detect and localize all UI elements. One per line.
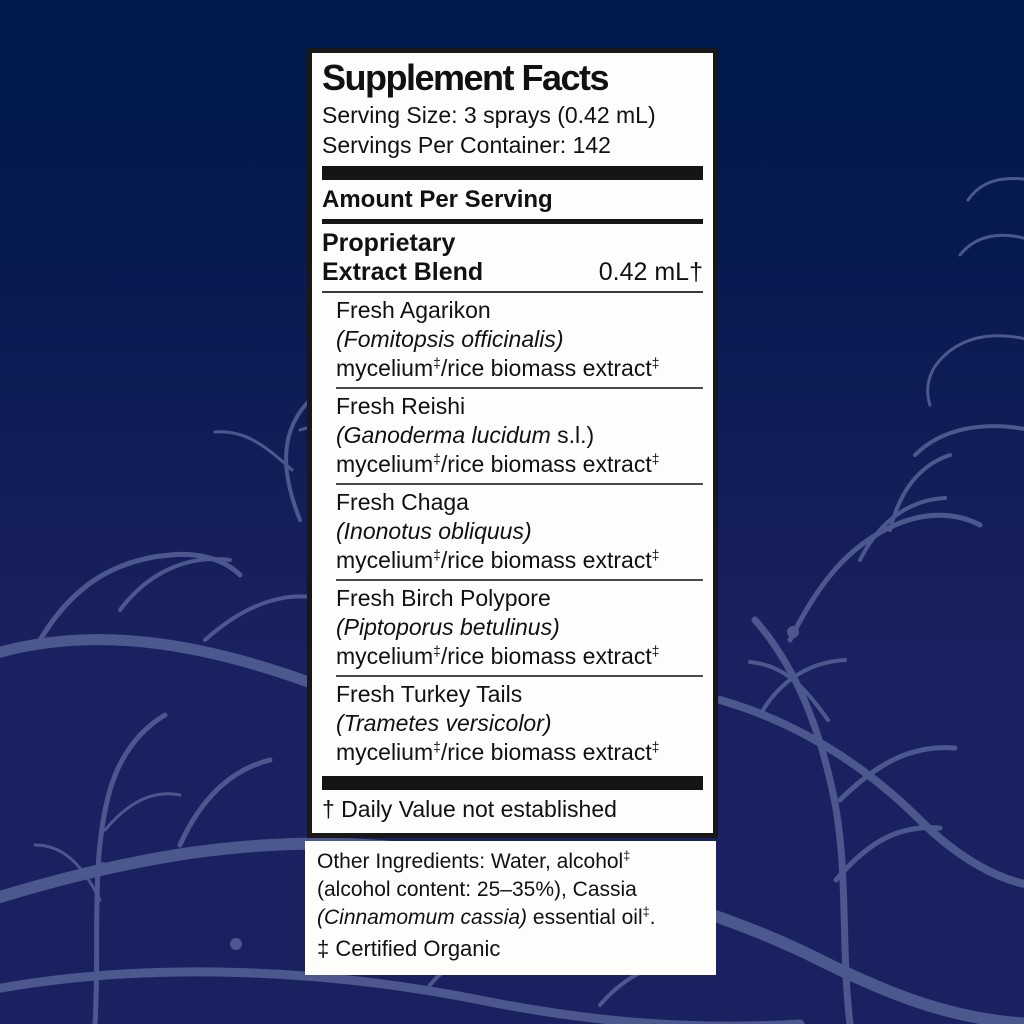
ingredient-row-birch-polypore: [336, 581, 703, 677]
divider-bar: [322, 776, 703, 790]
latin-name: (Cinnamomum cassia): [317, 906, 528, 929]
dagger-mark: ‡: [623, 849, 631, 863]
other-ingredients-panel: [305, 841, 716, 975]
other-ingredients-text: Other Ingredients: Water, alcohol‡ (alcohol content: 25–35%), Cassia (Cinnamomum cassia) essential oil‡.: [317, 849, 656, 929]
blend-name-line2: Extract Blend: [322, 258, 484, 286]
blend-amount: 0.42 mL†: [598, 258, 703, 286]
ingredient-row-reishi: [336, 389, 703, 485]
amount-per-serving-heading: Amount Per Serving: [322, 185, 703, 224]
ingredient-name: Fresh Turkey Tails: [336, 681, 523, 707]
dagger-mark: ‡: [651, 643, 660, 659]
ingredient-row-chaga: [336, 485, 703, 581]
dagger-mark: ‡: [433, 355, 441, 371]
certified-organic-note: ‡ Certified Organic: [317, 936, 501, 961]
ingredient-detail: mycelium‡/rice biomass extract‡: [336, 355, 660, 381]
ingredient-latin: (Inonotus obliquus): [336, 518, 532, 544]
ingredient-detail: mycelium‡/rice biomass extract‡: [336, 451, 660, 477]
dagger-mark: ‡: [651, 739, 660, 755]
blend-name: [322, 229, 483, 287]
ingredient-name: Fresh Agarikon: [336, 297, 491, 323]
ingredient-latin: (Piptoporus betulinus): [336, 614, 560, 640]
dagger-mark: ‡: [651, 355, 660, 371]
ingredient-name: Fresh Chaga: [336, 489, 469, 515]
daily-value-note: † Daily Value not established: [322, 796, 617, 822]
ingredient-detail: mycelium‡/rice biomass extract‡: [336, 643, 660, 669]
dagger-mark: ‡: [433, 451, 441, 467]
dagger-mark: ‡: [651, 547, 660, 563]
divider-bar: [322, 166, 703, 180]
supplement-facts-panel: [307, 48, 718, 838]
ingredient-detail: mycelium‡/rice biomass extract‡: [336, 547, 660, 573]
ingredient-row-turkey-tails: [336, 677, 703, 771]
dagger-mark: ‡: [433, 739, 441, 755]
proprietary-blend-row: [322, 224, 703, 293]
serving-size: Serving Size: 3 sprays (0.42 mL): [322, 102, 656, 128]
ingredient-detail: mycelium‡/rice biomass extract‡: [336, 739, 660, 765]
blend-name-line1: Proprietary: [322, 229, 456, 257]
ingredient-latin: (Fomitopsis officinalis): [336, 326, 564, 352]
servings-per-container: Servings Per Container: 142: [322, 132, 611, 158]
ingredient-name: Fresh Birch Polypore: [336, 585, 551, 611]
dagger-mark: ‡: [651, 451, 660, 467]
ingredient-latin: (Trametes versicolor): [336, 710, 552, 736]
ingredient-name: Fresh Reishi: [336, 393, 466, 419]
dagger-mark: ‡: [642, 905, 650, 919]
dagger-mark: ‡: [433, 643, 441, 659]
panel-title: Supplement Facts: [322, 57, 609, 98]
ingredient-row-agarikon: [336, 293, 703, 389]
dagger-mark: ‡: [433, 547, 441, 563]
ingredient-latin: (Ganoderma lucidum s.l.): [336, 422, 595, 448]
